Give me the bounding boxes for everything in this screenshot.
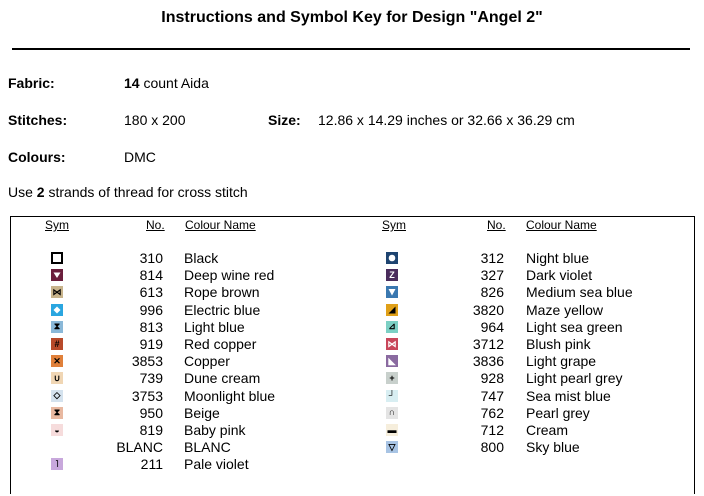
colour-name: Medium sea blue	[526, 284, 633, 301]
header-no-left: No.	[146, 218, 165, 232]
colour-name: Light sea green	[526, 318, 623, 335]
colour-name: Copper	[184, 353, 230, 370]
colour-number: 739	[139, 370, 163, 387]
colour-name: Light pearl grey	[526, 370, 623, 387]
strands-instruction	[8, 184, 248, 200]
table-row	[0, 439, 704, 456]
colour-number: 3753	[131, 387, 163, 404]
table-row	[0, 370, 704, 387]
colour-name: Light blue	[184, 318, 245, 335]
symbol-swatch-icon	[386, 441, 398, 453]
colour-number: 919	[139, 336, 163, 352]
table-row	[0, 267, 704, 284]
title-rule	[12, 48, 690, 50]
colour-number: 964	[480, 318, 504, 335]
colour-name: Deep wine red	[184, 267, 275, 284]
table-row	[0, 422, 704, 439]
symbol-glyph: ◣	[388, 355, 396, 366]
colour-number: 819	[139, 422, 163, 438]
symbol-swatch-icon	[386, 407, 398, 419]
colour-name: Night blue	[526, 250, 590, 266]
table-row	[0, 319, 704, 336]
symbol-swatch-icon	[386, 269, 398, 281]
symbol-glyph: ◒	[54, 424, 60, 435]
symbol-glyph: ┘	[388, 390, 396, 401]
table-row	[0, 336, 704, 353]
symbol-swatch-icon	[386, 321, 398, 333]
symbol-glyph: ∪	[53, 372, 61, 383]
table-row	[0, 405, 704, 422]
table-row	[0, 353, 704, 370]
colour-number: 312	[480, 250, 504, 266]
table-row	[0, 456, 704, 473]
size-label: Size:	[268, 112, 301, 128]
colour-name: Blush pink	[526, 336, 591, 352]
colour-number: 996	[139, 301, 163, 318]
colour-name: BLANC	[184, 439, 231, 456]
symbol-glyph: ⋈	[387, 338, 397, 349]
colour-number: 814	[139, 267, 163, 284]
fabric-count: 14	[124, 75, 140, 91]
symbol-glyph: +	[389, 372, 395, 383]
header-sym-left: Sym	[45, 218, 69, 232]
colour-name: Electric blue	[184, 301, 261, 318]
colour-name: Light grape	[526, 353, 597, 370]
colour-number: 762	[480, 404, 504, 421]
symbol-glyph: ⧗	[53, 407, 61, 418]
size-value: 12.86 x 14.29 inches or 32.66 x 36.29 cm	[318, 112, 575, 128]
colour-number: 813	[139, 318, 163, 335]
colour-name: Dune cream	[184, 370, 261, 387]
strands-suffix: strands of thread for cross stitch	[48, 184, 248, 200]
fabric-type: count Aida	[143, 75, 209, 91]
stitches-label: Stitches:	[8, 112, 68, 128]
stitches-value: 180 x 200	[124, 112, 186, 128]
header-sym-right: Sym	[382, 218, 406, 232]
colour-name: Pale violet	[184, 456, 249, 473]
symbol-swatch-icon	[386, 355, 398, 367]
colour-name: Beige	[184, 404, 220, 421]
colours-value: DMC	[124, 149, 156, 165]
table-row	[0, 302, 704, 319]
symbol-glyph: ◇	[53, 390, 61, 401]
symbol-glyph: ⧗	[53, 321, 61, 332]
colour-name: Maze yellow	[526, 301, 604, 318]
table-row	[0, 284, 704, 301]
fabric-label: Fabric:	[8, 75, 55, 91]
colour-name: Sky blue	[526, 439, 580, 456]
colour-number: 3853	[131, 353, 163, 370]
colour-number: 211	[140, 456, 163, 473]
colour-number: 747	[480, 387, 504, 404]
symbol-glyph: ⊿	[388, 321, 396, 332]
colour-name: Baby pink	[184, 422, 246, 438]
page-title: Instructions and Symbol Key for Design "Angel 2"	[161, 9, 543, 26]
header-name-left: Colour Name	[185, 218, 256, 232]
colour-name: Sea mist blue	[526, 387, 611, 404]
colour-number: 327	[480, 267, 504, 284]
symbol-glyph: Z	[389, 269, 395, 280]
symbol-swatch-icon	[386, 372, 398, 384]
symbol-swatch-icon	[51, 458, 63, 470]
colour-number: 826	[480, 284, 504, 301]
symbol-glyph: ▽	[388, 441, 396, 452]
colour-name: Black	[184, 250, 219, 266]
colour-number: 3820	[472, 301, 504, 318]
colour-number: BLANC	[116, 439, 163, 456]
strands-prefix: Use	[8, 184, 33, 200]
colour-number: 3836	[472, 353, 504, 370]
symbol-glyph: ✕	[53, 355, 61, 366]
colour-name: Dark violet	[526, 267, 593, 284]
fabric-value	[124, 75, 209, 91]
symbol-glyph: ▬	[387, 424, 397, 435]
symbol-glyph: ˥	[55, 458, 59, 469]
colour-name: Cream	[526, 422, 569, 438]
symbol-swatch-icon	[386, 304, 398, 316]
colour-number: 613	[139, 284, 163, 301]
symbol-glyph: ∩	[388, 407, 396, 418]
colour-name: Rope brown	[184, 284, 260, 301]
colour-number: 800	[480, 439, 504, 456]
colour-number: 712	[480, 422, 504, 438]
table-row	[0, 388, 704, 405]
colour-name: Pearl grey	[526, 404, 590, 421]
colours-label: Colours:	[8, 149, 66, 165]
symbol-swatch-icon	[386, 286, 398, 298]
colour-name: Red copper	[184, 336, 257, 352]
colour-number: 950	[139, 404, 163, 421]
symbol-swatch-icon	[386, 252, 398, 264]
symbol-swatch-icon	[386, 424, 398, 436]
colour-number: 310	[139, 250, 163, 266]
symbol-swatch-icon	[386, 390, 398, 402]
colour-number: 928	[480, 370, 504, 387]
symbol-glyph: ⋈	[52, 286, 62, 297]
header-name-right: Colour Name	[526, 218, 597, 232]
strands-count: 2	[36, 184, 45, 200]
symbol-glyph: #	[54, 338, 60, 349]
colour-name: Moonlight blue	[184, 387, 276, 404]
colour-number: 3712	[472, 336, 504, 352]
header-no-right: No.	[487, 218, 506, 232]
table-row	[0, 250, 704, 267]
symbol-swatch-icon	[386, 338, 398, 350]
